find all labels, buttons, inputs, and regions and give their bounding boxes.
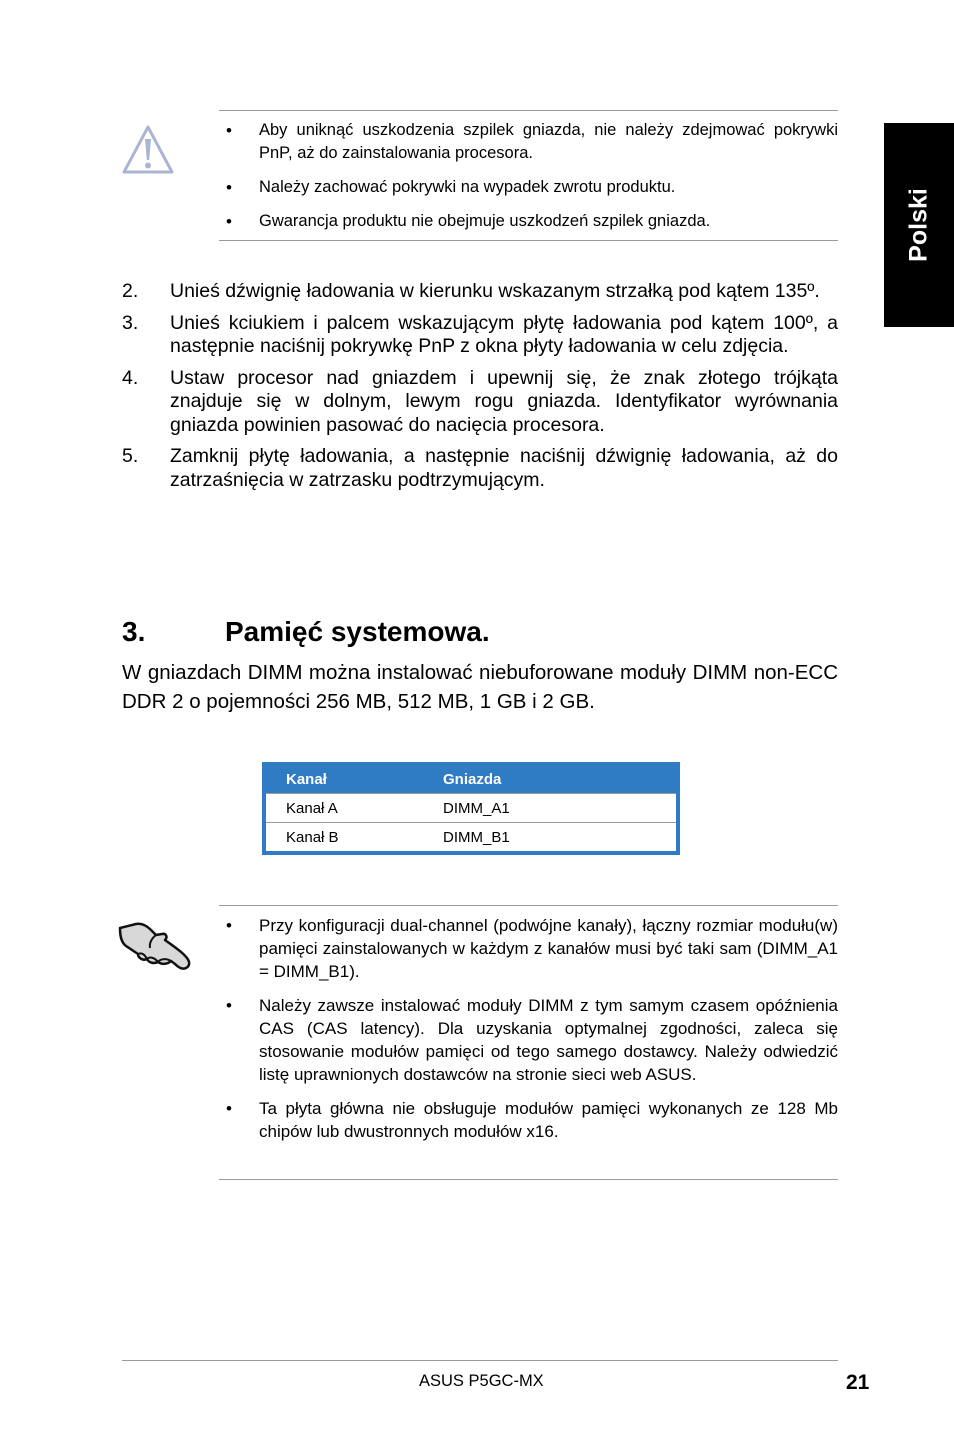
installation-steps bbox=[122, 280, 838, 500]
table-cell: DIMM_A1 bbox=[423, 794, 678, 823]
step-number: 3. bbox=[122, 311, 139, 334]
footer-model: ASUS P5GC-MX bbox=[419, 1372, 544, 1390]
memory-note-box bbox=[219, 905, 838, 1180]
step-number: 4. bbox=[122, 366, 139, 389]
step-number: 5. bbox=[122, 445, 139, 467]
step-item bbox=[122, 312, 838, 359]
dimm-channel-table bbox=[262, 762, 680, 855]
section-intro: W gniazdach DIMM można instalować niebuforowane moduły DIMM non-ECC DDR 2 o pojemności 256 MB, 512 MB, 1 GB i 2 GB. bbox=[122, 661, 838, 713]
step-item bbox=[122, 280, 838, 304]
warning-note-item: • Należy zachować pokrywki na wypadek zwrotu produktu. bbox=[219, 176, 838, 199]
step-item bbox=[122, 445, 838, 492]
table-header-channel: Kanał bbox=[264, 764, 423, 794]
step-item bbox=[122, 367, 838, 438]
warning-note-box bbox=[219, 110, 838, 241]
table-cell: DIMM_B1 bbox=[423, 823, 678, 854]
language-tab-label: Polski bbox=[904, 188, 933, 262]
step-number: 2. bbox=[122, 280, 139, 302]
step-text: Zamknij płytę ładowania, a następnie naciśnij dźwignię ładowania, aż do zatrzaśnięcia w zatrzasku podtrzymującym. bbox=[170, 445, 838, 491]
table-cell: Kanał A bbox=[264, 794, 423, 823]
memory-note-item: • Przy konfiguracji dual-channel (podwójne kanały), łączny rozmiar modułu(w) pamięci zainstalowanych w każdym z kanałów musi być taki sam (DIMM_A1 = DIMM_B1). bbox=[219, 914, 838, 983]
step-text: Unieś dźwignię ładowania w kierunku wskazanym strzałką pod kątem 135º. bbox=[170, 280, 820, 302]
table-cell: Kanał B bbox=[264, 823, 423, 854]
memory-note-item: • Ta płyta główna nie obsługuje modułów pamięci wykonanych ze 128 Mb chipów lub dwustronnych modułów x16. bbox=[219, 1097, 838, 1143]
warning-note-item: • Gwarancja produktu nie obejmuje uszkodzeń szpilek gniazda. bbox=[219, 210, 838, 233]
section-title bbox=[122, 616, 490, 648]
table-row bbox=[264, 823, 678, 854]
table-header-slots: Gniazda bbox=[423, 764, 678, 794]
section-number: 3. bbox=[122, 616, 146, 647]
warning-triangle-icon bbox=[122, 124, 174, 176]
pointing-hand-icon bbox=[116, 918, 194, 974]
page-number: 21 bbox=[846, 1371, 870, 1394]
footer-divider bbox=[122, 1360, 838, 1361]
step-text: Ustaw procesor nad gniazdem i upewnij się, że znak złotego trójkąta znajduje się w dolnym, lewym rogu gniazda. Identyfikator wyrównania gniazda powinien pasować do nacięcia procesora. bbox=[170, 366, 838, 436]
warning-note-item: • Aby uniknąć uszkodzenia szpilek gniazda, nie należy zdejmować pokrywki PnP, aż do zainstalowania procesora. bbox=[219, 119, 838, 165]
table-row bbox=[264, 794, 678, 823]
table-header-row bbox=[264, 764, 678, 794]
step-text: Unieś kciukiem i palcem wskazującym płytę ładowania pod kątem 100º, a następnie naciśnij pokrywkę PnP z okna płyty ładowania w celu zdjęcia. bbox=[170, 311, 838, 357]
language-tab bbox=[884, 123, 954, 327]
memory-note-item: • Należy zawsze instalować moduły DIMM z tym samym czasem opóźnienia CAS (CAS latency). Dla uzyskania optymalnej zgodności, zaleca się stosowanie modułów pamięci od tego samego dostawcy. Należy odwiedzić listę uprawnionych dostawców na stronie sieci web ASUS. bbox=[219, 994, 838, 1086]
section-title-text: Pamięć systemowa. bbox=[225, 616, 490, 647]
